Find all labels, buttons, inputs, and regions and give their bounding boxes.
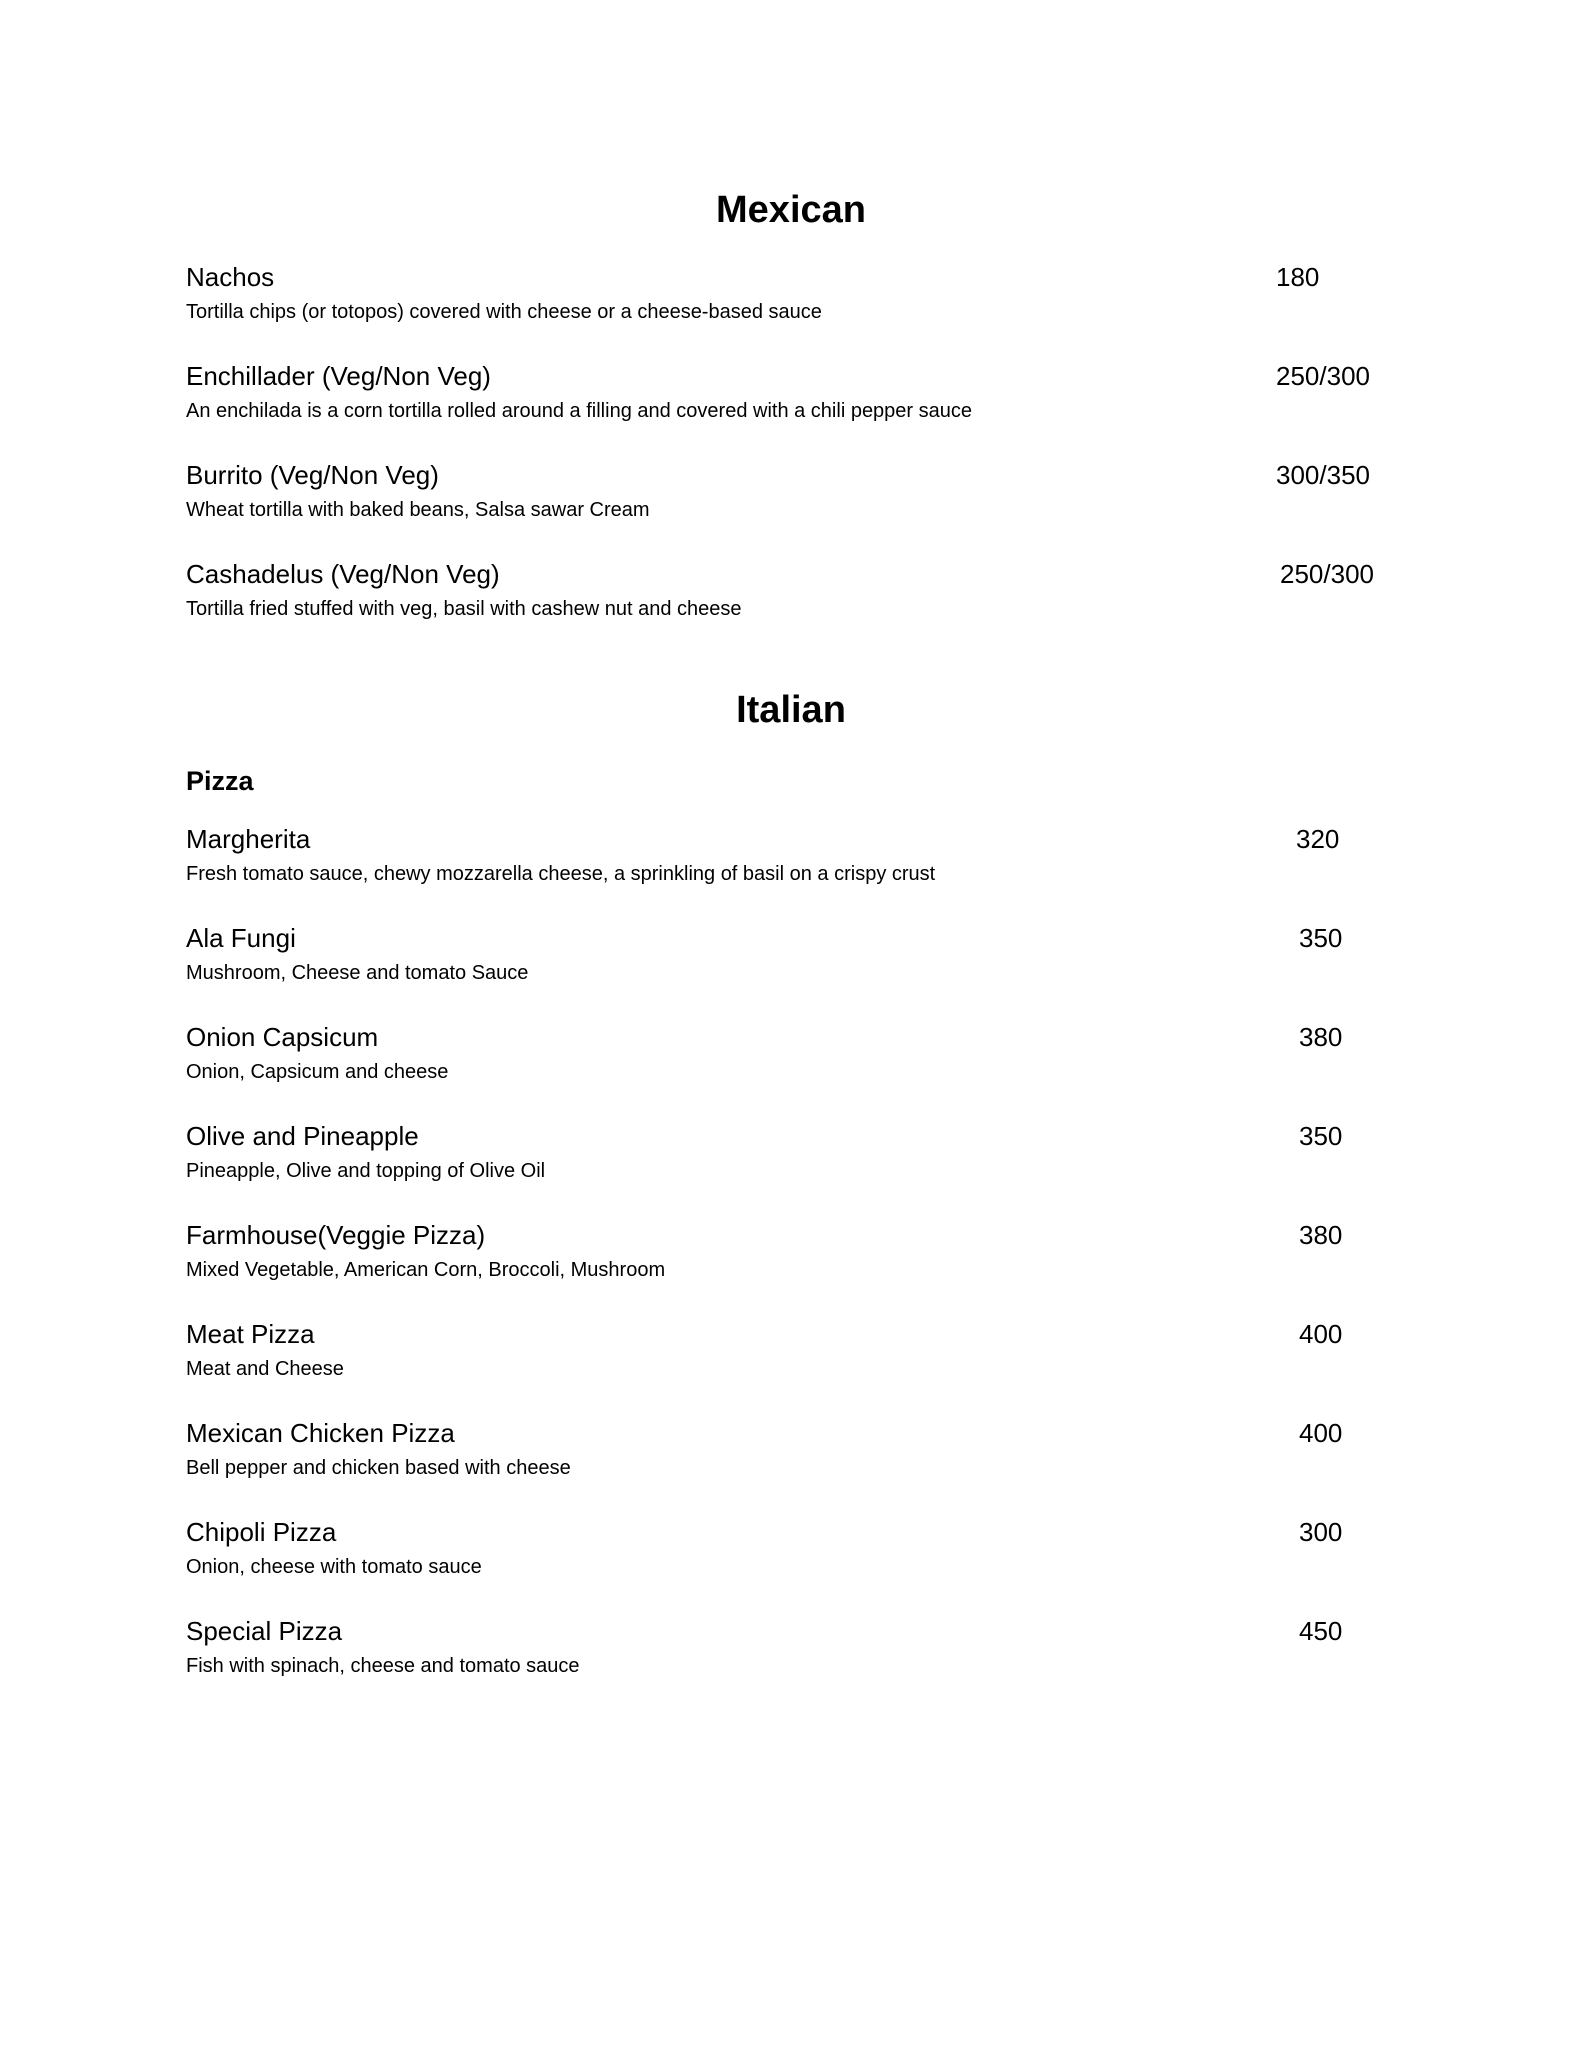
item-price: 300/350 [1276,460,1370,490]
sub-title-pizza: Pizza [186,766,254,796]
item-name: Cashadelus (Veg/Non Veg) [186,559,500,589]
item-name: Meat Pizza [186,1319,315,1349]
menu-item-chipoli-pizza [186,1517,1386,1587]
menu-item-meat-pizza [186,1319,1386,1389]
item-price: 250/300 [1280,559,1374,589]
item-price: 180 [1276,262,1320,292]
menu-item-nachos [186,262,1386,332]
menu-item-margherita [186,824,1386,894]
item-name: Burrito (Veg/Non Veg) [186,460,439,490]
item-price: 400 [1299,1319,1343,1349]
item-description: Tortilla chips (or totopos) covered with cheese or a cheese-based sauce [186,301,822,323]
item-description: Wheat tortilla with baked beans, Salsa sawar Cream [186,499,650,521]
item-description: Mushroom, Cheese and tomato Sauce [186,962,529,984]
item-description: Tortilla fried stuffed with veg, basil with cashew nut and cheese [186,598,742,620]
item-name: Enchillader (Veg/Non Veg) [186,361,491,391]
item-price: 300 [1299,1517,1343,1547]
item-name: Ala Fungi [186,923,296,953]
item-description: Mixed Vegetable, American Corn, Broccoli, Mushroom [186,1259,666,1281]
item-price: 350 [1299,923,1343,953]
menu-item-ala-fungi [186,923,1386,993]
menu-item-special-pizza [186,1616,1386,1686]
menu-item-olive-pineapple [186,1121,1386,1191]
item-description: Onion, cheese with tomato sauce [186,1556,482,1578]
item-name: Farmhouse(Veggie Pizza) [186,1220,486,1250]
item-description: Fresh tomato sauce, chewy mozzarella cheese, a sprinkling of basil on a crispy crust [186,863,936,885]
item-description: Pineapple, Olive and topping of Olive Oil [186,1160,546,1182]
item-description: Meat and Cheese [186,1358,344,1380]
item-name: Margherita [186,824,311,854]
item-price: 320 [1296,824,1340,854]
item-description: An enchilada is a corn tortilla rolled around a filling and covered with a chili pepper sauce [186,400,973,422]
item-name: Mexican Chicken Pizza [186,1418,455,1448]
section-title-mexican: Mexican [716,189,866,231]
item-price: 400 [1299,1418,1343,1448]
item-name: Olive and Pineapple [186,1121,419,1151]
menu-item-onion-capsicum [186,1022,1386,1092]
item-name: Chipoli Pizza [186,1517,337,1547]
item-description: Onion, Capsicum and cheese [186,1061,449,1083]
menu-item-burrito [186,460,1386,530]
item-price: 380 [1299,1022,1343,1052]
item-description: Fish with spinach, cheese and tomato sauce [186,1655,580,1677]
item-name: Onion Capsicum [186,1022,379,1052]
menu-item-farmhouse [186,1220,1386,1290]
item-price: 450 [1299,1616,1343,1646]
item-description: Bell pepper and chicken based with cheese [186,1457,571,1479]
item-name: Special Pizza [186,1616,343,1646]
item-price: 380 [1299,1220,1343,1250]
item-price: 350 [1299,1121,1343,1151]
section-title-italian: Italian [736,689,846,731]
menu-item-enchillader [186,361,1386,431]
item-name: Nachos [186,262,275,292]
menu-item-mexican-chicken-pizza [186,1418,1386,1488]
item-price: 250/300 [1276,361,1370,391]
menu-item-cashadelus [186,559,1386,629]
